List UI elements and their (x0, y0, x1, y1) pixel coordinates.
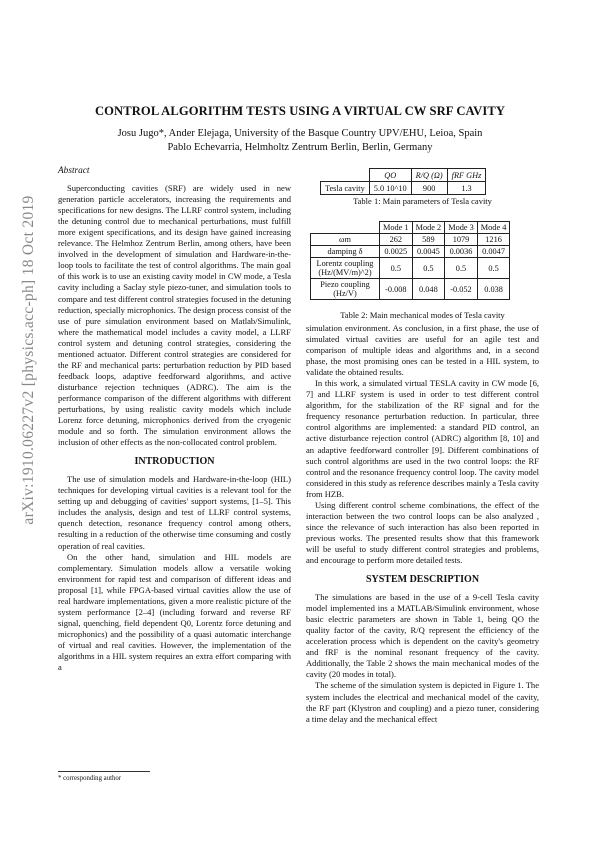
table-2-caption: Table 2: Main mechanical modes of Tesla cavity (340, 310, 505, 320)
abstract-heading: Abstract (58, 166, 90, 176)
intro-paragraph-3: simulation environment. As conclusion, in a first phase, the use of simulated virtual cavities are useful for an agile test and comparison of multiple ideas and algorithms and, in a second phase, the most promising ones can be tested in a HIL system, to validate the obtained results. (306, 323, 539, 378)
intro-paragraph-4: In this work, a simulated virtual TESLA cavity in CW mode [6, 7] and LLRF system is used in order to test different control algorithm, for the stabilization of the RF signal and for the frequency resonance perturbation reduction. In particular, three control algorithms are implemented: a standard PID control, an active disturbance rejection control (ADRC) algorithm [8, 10] and an adaptive feedforward controller [9]. Different combinations of such control algorithms are used in the two control loops: the RF control and the resonance frequency control loop. The cavity model considered in this study as reference describes mainly a Tesla cavity from HZB. (306, 378, 539, 499)
table-cell (321, 169, 370, 182)
table-cell: Piezo coupling (Hz/V) (311, 279, 380, 300)
table-cell: ωm (311, 234, 380, 246)
table-cell: 262 (380, 234, 413, 246)
table-row (321, 182, 486, 195)
table-cell: Lorentz coupling (Hz/(MV/m)^2) (311, 258, 380, 279)
table-cell: 0.0047 (477, 246, 510, 258)
right-column (306, 323, 539, 725)
table-header: QO (369, 169, 411, 182)
table-cell: Tesla cavity (321, 182, 370, 195)
table-cell (311, 222, 380, 234)
table-cell: 0.048 (412, 279, 445, 300)
author-line-1: Josu Jugo*, Ander Elejaga, University of the Basque Country UPV/EHU, Leioa, Spain (117, 128, 483, 139)
table-row (321, 169, 486, 182)
footnote-rule (58, 771, 150, 772)
table-cell: 0.0045 (412, 246, 445, 258)
footnote: * corresponding author (58, 775, 122, 782)
table-cell: 0.5 (380, 258, 413, 279)
table-row (311, 222, 510, 234)
table-cell: -0.008 (380, 279, 413, 300)
table-cell: 1079 (445, 234, 478, 246)
table-header: R/Q (Ω) (411, 169, 447, 182)
table-cell: 0.038 (477, 279, 510, 300)
table-cell: 0.5 (412, 258, 445, 279)
table-row (311, 258, 510, 279)
table-cell: 0.0025 (380, 246, 413, 258)
table-cell: 1216 (477, 234, 510, 246)
system-paragraph-1: The simulations are based in the use of a 9-cell Tesla cavity model implemented ins a MATLAB/Simulink environment, whose basic electric parameters are shown in Table 1, being QO the quality factor of the cavity, R/Q represent the efficiency of the acceleration process which is dependent on the cavity's geometry and fRF is the nominal resonant frequency of the cavity. Additionally, the Table 2 shows the main mechanical modes of the cavity (20 modes in total). (306, 592, 539, 680)
table-header: fRF GHz (447, 169, 486, 182)
table-cell: -0.052 (445, 279, 478, 300)
table-cell: 1.3 (447, 182, 486, 195)
table-2 (310, 221, 510, 300)
abstract-text: Superconducting cavities (SRF) are widely used in new generation particle accelerators, increasing the requirements and specifications for new designs. The LLRF control system, including the detuning control due to mechanical perturbations, must fulfill more exigent specifications, and its design have gained increasing relevance. The Helmhoz Zentrum Berlin, among others, have been involved in the development of simulation and Hardware-in-the-loop tools to facilitate the test of control algorithms. The main goal of this work is to use an existing cavity model in CW mode, a Tesla cavity including a Saclay style piezo-tuner, and simulation tools to compare and test different control strategies focused in the detuning reduction, specially microphonics. The design process consist of the use of pure simulation environment based on Matlab/Simulink, where the mathematical model includes a cavity model, a LLRF control system and detuning control strategies, considering the mentioned actuator. Different control strategies are considered for the RF and mechanical parts: perturbation reduction by PID based feedback loops, adaptive feedforward algorithms, and active disturbance rejection techniques (ADRC). The aim is the performance comparison of the different algorithms with different perturbations, by using realistic cavity models which include Lorenz force detuning, microphonics derived from the cryogenic module and so forth. The simulation environment allows the inclusion of other effects as the non-collocated control problem. (58, 183, 291, 448)
table-row (311, 234, 510, 246)
table-cell: damping δ (311, 246, 380, 258)
table-row (311, 246, 510, 258)
arxiv-sidebar: arXiv:1910.06227v2 [physics.acc-ph] 18 Oct 2019 (20, 195, 37, 525)
intro-paragraph-1: The use of simulation models and Hardware-in-the-loop (HIL) techniques for developing virtual cavities is a relevant tool for the setting up and debugging of cavities' support systems, [1–5]. This includes the analysis, design and test of LLRF control systems, quench detection, resonance frequency control among others, resulting in a reduction of the otherwise time consuming and costly operation of real cavities. (58, 474, 291, 551)
table-header: Mode 4 (477, 222, 510, 234)
table-row (311, 279, 510, 300)
table-header: Mode 1 (380, 222, 413, 234)
table-cell: 0.0036 (445, 246, 478, 258)
system-paragraph-2: The scheme of the simulation system is depicted in Figure 1. The system includes the electrical and mechanical model of the cavity, the RF part (Klystron and coupling) and a piezo tuner, considering a time delay and the mechanical effect (306, 680, 539, 724)
table-cell: 589 (412, 234, 445, 246)
system-description-heading: SYSTEM DESCRIPTION (365, 574, 480, 586)
table-cell: 5.0 10^10 (369, 182, 411, 195)
table-1 (320, 168, 486, 195)
table-cell: 900 (411, 182, 447, 195)
table-cell: 0.5 (477, 258, 510, 279)
table-1-caption: Table 1: Main parameters of Tesla cavity (353, 196, 492, 206)
table-header: Mode 3 (445, 222, 478, 234)
left-column (58, 166, 291, 673)
paper-title: CONTROL ALGORITHM TESTS USING A VIRTUAL CW SRF CAVITY (94, 104, 506, 118)
table-cell: 0.5 (445, 258, 478, 279)
intro-paragraph-5: Using different control scheme combinations, the effect of the interaction between the two control loops can be also analyzed , since the relevance of such interaction has also been reported in previous works. The presented results show that this framework will be useful to study different control strategies and problems, and encourage to perform more detailed tests. (306, 499, 539, 565)
intro-paragraph-2: On the other hand, simulation and HIL models are complementary. Simulation models allow a versatile woking environment for rapid test and comparison of different ideas and proposal [1], while FPGA-based virtual cavities allow the use of real hardware implementations, given a more realistic picture of the system performance [2–4] (including forward and reverse RF signal, quenching, field dependent Q0, Lorentz force detuning and microphonics) and the possibility of a quasi automatic interchange of virtual and real cavities. However, the implementation of the algorithms in a HIL system requires an extra effort comparing with a (58, 551, 291, 673)
author-block (40, 127, 560, 155)
introduction-heading: INTRODUCTION (134, 456, 215, 468)
author-line-2: Pablo Echevarria, Helmholtz Zentrum Berlin, Berlin, Germany (167, 142, 433, 153)
table-header: Mode 2 (412, 222, 445, 234)
